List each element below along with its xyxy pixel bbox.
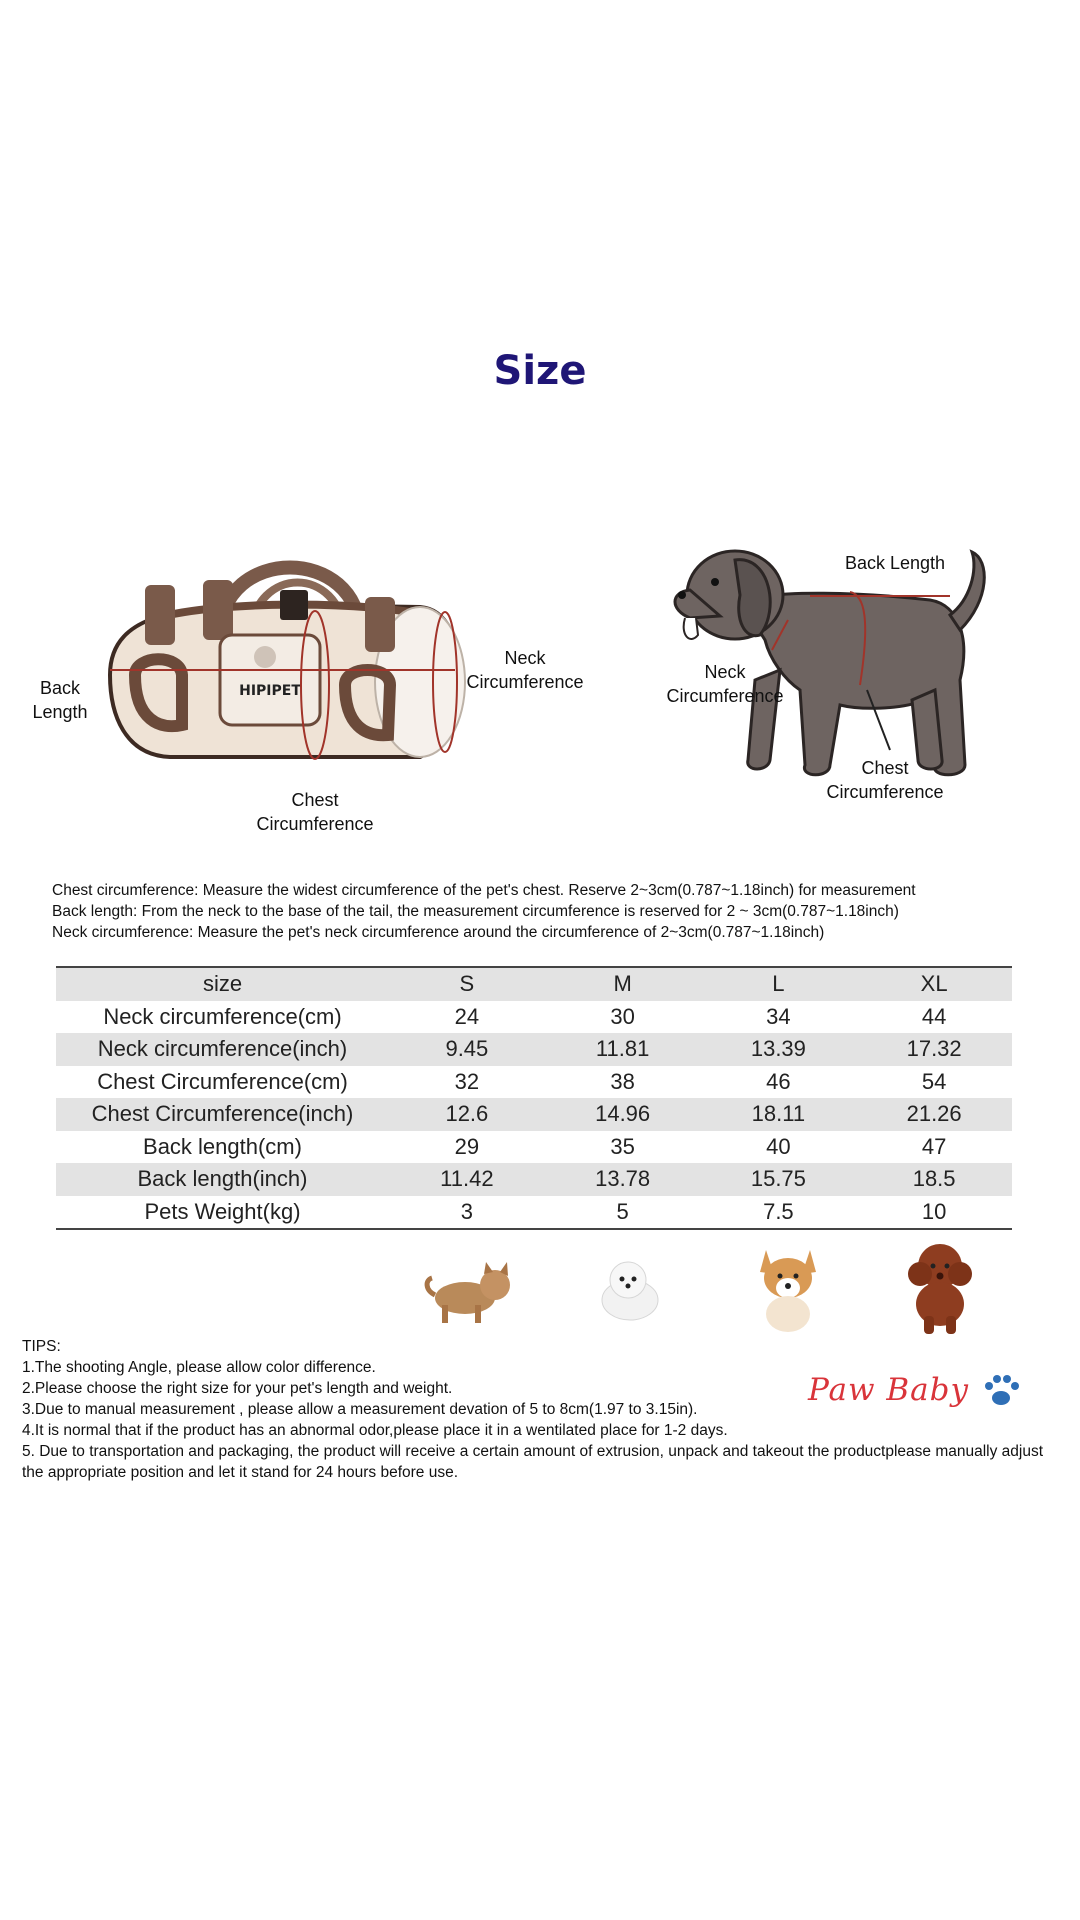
table-cell: 17.32 <box>856 1033 1012 1066</box>
table-cell: 24 <box>454 1003 480 1029</box>
table-cell: 35 <box>610 1133 635 1159</box>
bag-chest-label: Chest Circumference <box>256 790 374 834</box>
header-s: S <box>389 967 545 1001</box>
row-label: Neck circumference(cm) <box>103 1003 342 1029</box>
row-label: Pets Weight(kg) <box>56 1196 389 1230</box>
bear-badge-icon <box>254 646 276 668</box>
tip-item: 1.The shooting Angle, please allow color difference. <box>22 1359 376 1376</box>
dog-nose <box>678 591 686 599</box>
table-cell: 34 <box>766 1003 791 1029</box>
table-cell: 54 <box>921 1068 947 1094</box>
pet-carrier-bag-illustration <box>90 525 490 775</box>
note-neck: Neck circumference: Measure the pet's neck circumference around the circumference of 2~3cm(0.787~1.18inch) <box>52 924 825 941</box>
table-cell: 30 <box>610 1003 635 1029</box>
table-row <box>56 1196 1012 1230</box>
tips-section <box>22 1336 1062 1483</box>
dog-tongue <box>684 618 698 639</box>
table-cell: 38 <box>610 1068 635 1094</box>
note-chest: Chest circumference: Measure the widest circumference of the pet's chest. Reserve 2~3cm(0.787~1.18inch) for measurement <box>52 882 916 899</box>
table-cell: 29 <box>454 1133 480 1159</box>
paw-icon <box>978 1370 1024 1410</box>
table-cell: 15.75 <box>701 1163 857 1196</box>
white-dog-icon <box>590 1255 670 1330</box>
table-cell: 44 <box>921 1003 947 1029</box>
table-cell: 11.81 <box>545 1033 701 1066</box>
bag-neck-label: Neck Circumference <box>466 648 584 692</box>
bag-strap-left <box>145 585 175 645</box>
page-title: Size <box>493 348 587 394</box>
row-label: Back length(inch) <box>56 1163 389 1196</box>
table-cell: 47 <box>921 1133 947 1159</box>
header-xl: XL <box>856 967 1012 1001</box>
table-cell: 11.42 <box>389 1163 545 1196</box>
table-cell: 14.96 <box>545 1098 701 1131</box>
table-cell: 7.5 <box>701 1196 857 1230</box>
bag-brand-text: HIPIPET <box>239 683 301 699</box>
table-cell: 18.11 <box>701 1098 857 1131</box>
table-cell: 40 <box>766 1133 791 1159</box>
row-label: Chest Circumference(inch) <box>56 1098 389 1131</box>
tip-item: 2.Please choose the right size for your pet's length and weight. <box>22 1380 453 1397</box>
header-l: L <box>701 967 857 1001</box>
poodle-icon <box>900 1238 980 1338</box>
bag-strap-mid <box>203 580 233 640</box>
dog-eye <box>711 578 719 586</box>
brand-logo: Paw Baby <box>808 1372 969 1408</box>
row-label: Back length(cm) <box>143 1133 302 1159</box>
table-cell: 18.5 <box>856 1163 1012 1196</box>
table-row <box>56 1131 1012 1164</box>
table-row <box>56 1098 1012 1131</box>
table-row <box>56 1163 1012 1196</box>
dog-chest-label: Chest Circumference <box>826 758 944 802</box>
table-header-row <box>56 967 1012 1001</box>
table-row <box>56 1066 1012 1099</box>
kitten-icon <box>420 1250 520 1330</box>
measurement-notes <box>52 880 1052 943</box>
bag-buckle <box>280 590 308 620</box>
dog-back-length-label: Back Length <box>844 553 946 573</box>
bag-strap-right <box>365 597 395 652</box>
table-cell: 13.39 <box>701 1033 857 1066</box>
tip-item: 3.Due to manual measurement , please allow a measurement devation of 5 to 8cm(1.97 to 3.15in). <box>22 1401 698 1418</box>
table-cell: 32 <box>454 1068 480 1094</box>
row-label: Neck circumference(inch) <box>56 1033 389 1066</box>
table-cell: 46 <box>766 1068 791 1094</box>
table-cell: 10 <box>856 1196 1012 1230</box>
table-cell: 13.78 <box>545 1163 701 1196</box>
table-cell: 5 <box>545 1196 701 1230</box>
header-m: M <box>545 967 701 1001</box>
note-back: Back length: From the neck to the base of the tail, the measurement circumference is reserved for 2 ~ 3cm(0.787~1.18inch) <box>52 903 899 920</box>
table-cell: 21.26 <box>856 1098 1012 1131</box>
table-cell: 9.45 <box>389 1033 545 1066</box>
table-row <box>56 1033 1012 1066</box>
size-table <box>56 966 1012 1230</box>
tips-heading: TIPS: <box>22 1338 61 1355</box>
bag-back-length-label: Back Length <box>32 678 88 722</box>
corgi-icon <box>748 1236 828 1336</box>
dog-neck-label: Neck Circumference <box>666 662 784 706</box>
header-size: size <box>56 967 389 1001</box>
tip-item: 5. Due to transportation and packaging, the product will receive a certain amount of extrusion, unpack and takeout the productplease manually adjust the appropriate position and let it stand for 24 hours before use. <box>22 1443 1044 1481</box>
row-label: Chest Circumference(cm) <box>97 1068 348 1094</box>
table-row <box>56 1001 1012 1034</box>
table-cell: 12.6 <box>389 1098 545 1131</box>
tip-item: 4.It is normal that if the product has an abnormal odor,please place it in a wentilated place for 1-2 days. <box>22 1422 728 1439</box>
table-cell: 3 <box>389 1196 545 1230</box>
